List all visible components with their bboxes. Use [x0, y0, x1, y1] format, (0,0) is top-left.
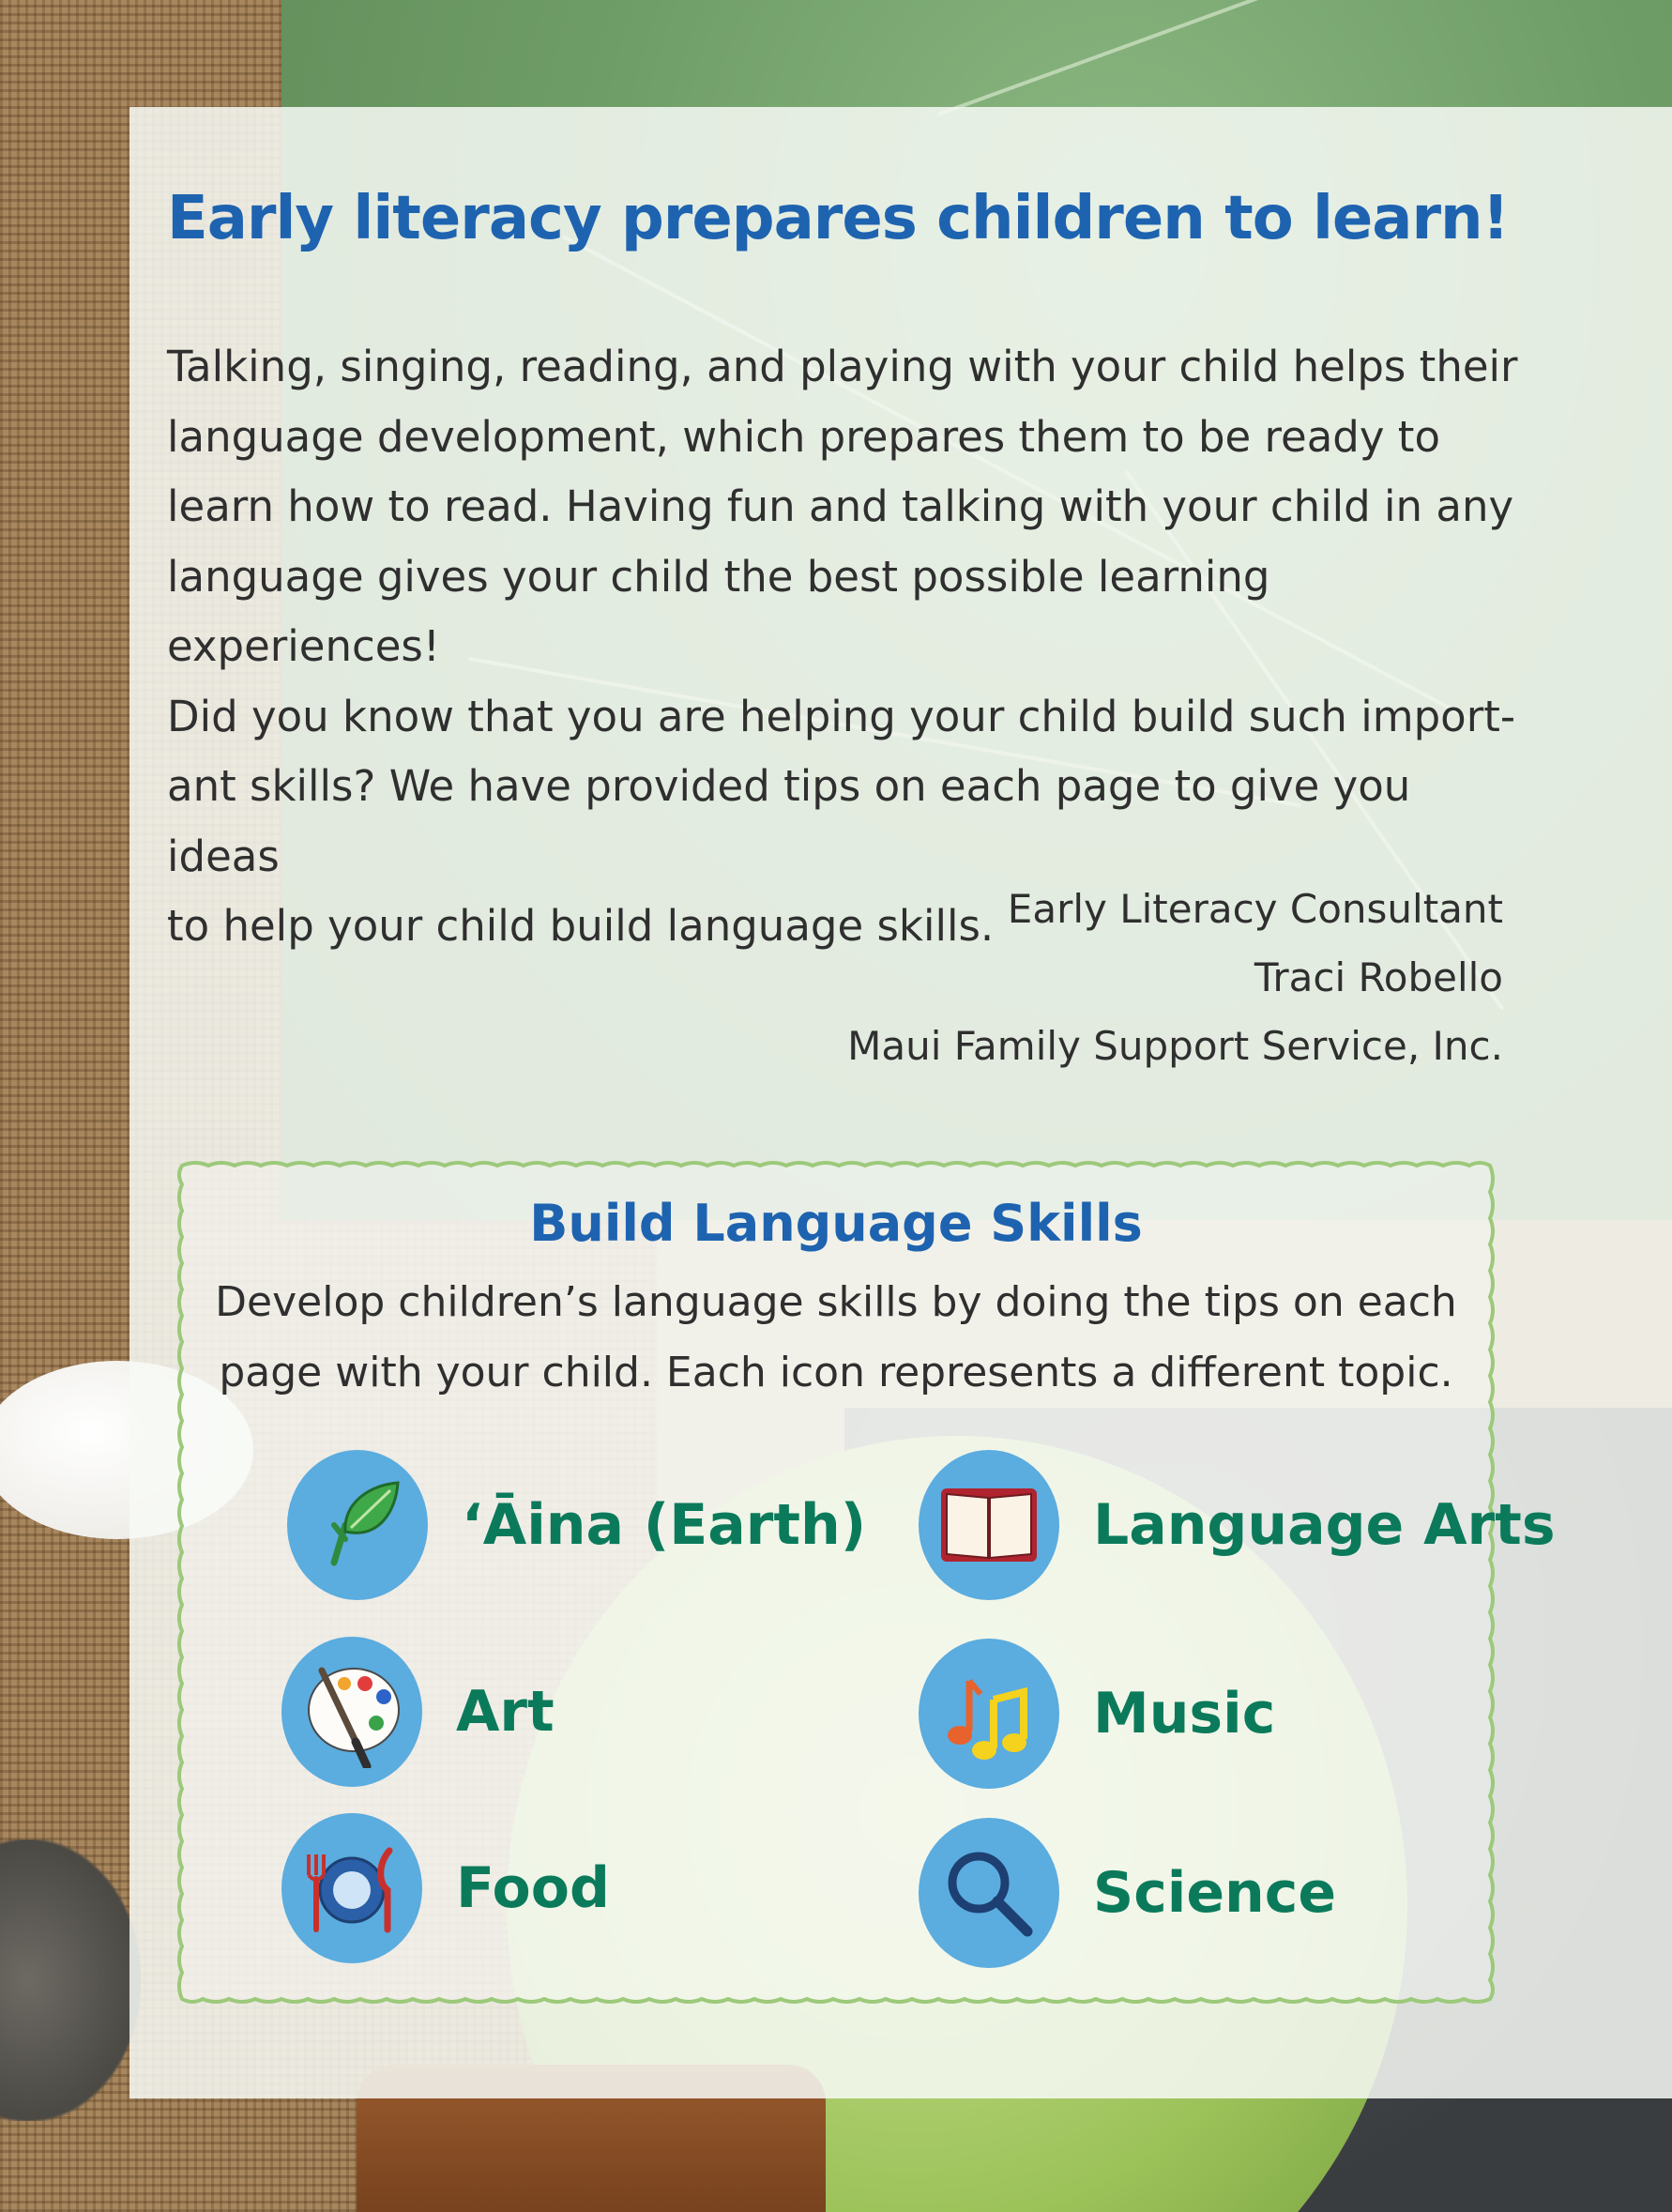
intro-line: Talking, singing, reading, and playing with your child helps their: [167, 342, 1518, 391]
topic-aina: [287, 1450, 866, 1600]
pepper-pile: [0, 1839, 141, 2121]
topic-food: [281, 1813, 610, 1963]
signature-role: Early Literacy Consultant: [1007, 886, 1503, 932]
skills-description-line: Develop children’s language skills by doing the tips on each: [215, 1278, 1457, 1326]
music-note-icon: [919, 1639, 1059, 1789]
skills-description-line: page with your child. Each icon represents a different topic.: [219, 1349, 1453, 1396]
topic-language-arts: [919, 1450, 1556, 1600]
magnifying-glass-icon: [919, 1818, 1059, 1968]
topic-label-food: Food: [456, 1855, 610, 1921]
intro-line: ant skills? We have provided tips on each page to give you ideas: [167, 761, 1411, 881]
intro-paragraph: [167, 332, 1528, 962]
topic-label-aina: ʻĀina (Earth): [462, 1492, 867, 1558]
topic-label-art: Art: [456, 1679, 555, 1745]
topic-art: [281, 1637, 555, 1787]
intro-line: learn how to read. Having fun and talking with your child in any: [167, 481, 1514, 531]
skills-title: Build Language Skills: [529, 1194, 1143, 1253]
book-icon: [919, 1450, 1059, 1600]
topic-music: [919, 1639, 1275, 1789]
intro-line: Did you know that you are helping your child build such import-: [167, 691, 1516, 741]
plate-utensils-icon: [281, 1813, 422, 1963]
intro-line: language development, which prepares them to be ready to: [167, 411, 1440, 462]
intro-line: to help your child build language skills.: [167, 901, 995, 951]
signature-organization: Maui Family Support Service, Inc.: [847, 1023, 1503, 1069]
skills-description: [210, 1267, 1462, 1408]
page-title: Early literacy prepares children to learn!: [167, 184, 1509, 253]
topic-label-language-arts: Language Arts: [1093, 1492, 1556, 1558]
intro-line: language gives your child the best possible learning experiences!: [167, 551, 1270, 671]
topic-label-music: Music: [1093, 1681, 1276, 1747]
signature-name: Traci Robello: [1254, 954, 1503, 1000]
topic-science: [919, 1818, 1336, 1968]
build-language-skills-box: [173, 1156, 1556, 2008]
leaf-icon: [287, 1450, 428, 1600]
paint-palette-icon: [281, 1637, 422, 1787]
topic-label-science: Science: [1093, 1860, 1337, 1926]
signature-block: [847, 875, 1503, 1080]
